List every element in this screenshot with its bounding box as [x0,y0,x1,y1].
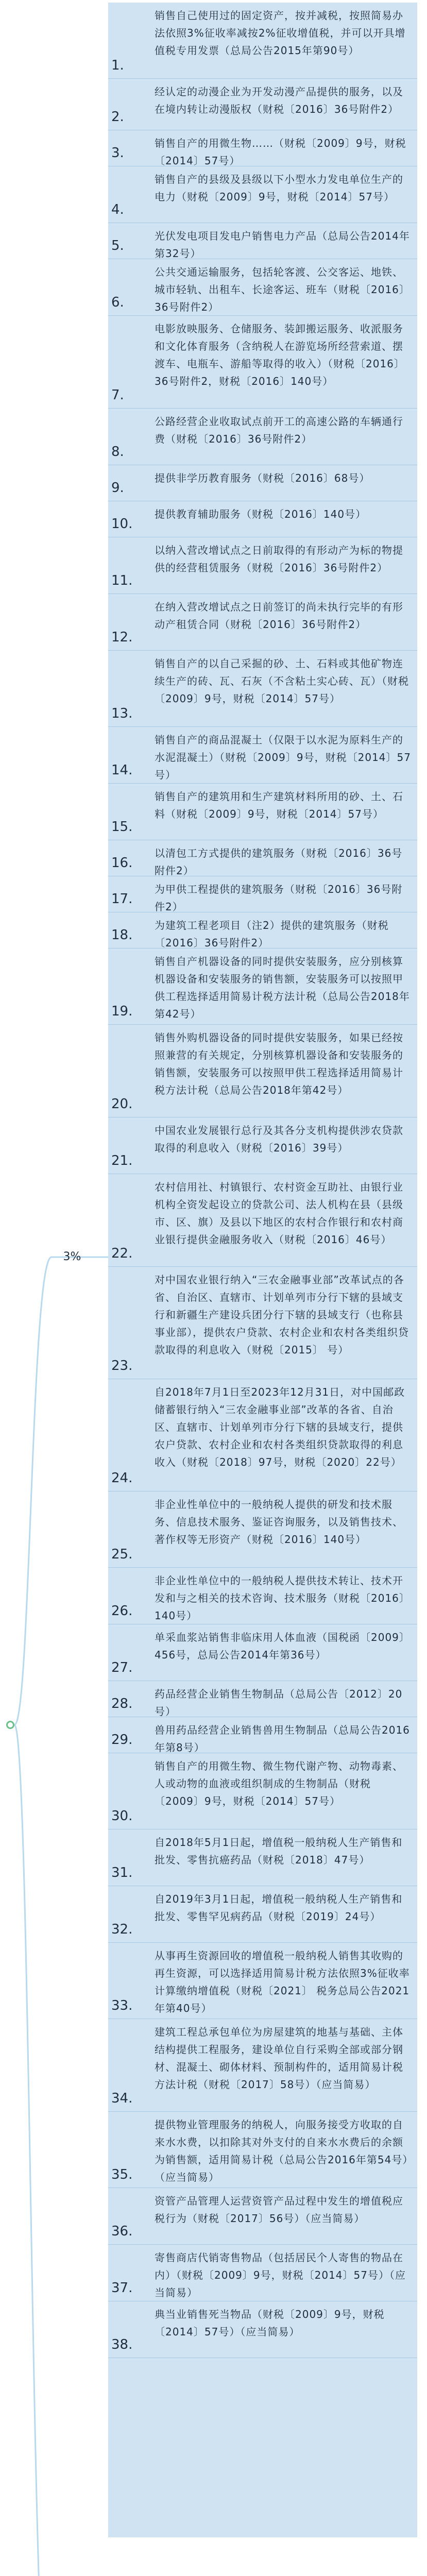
item-number: 13. [111,706,133,721]
item-text: 提供物业管理服务的纳税人，向服务接受方收取的自来水水费，以扣除其对外支付的自来水水费后的余额为销售额，适用简易计税（总局公告2016年第54号）（应当简易） [155,2119,408,2183]
item-number: 31. [111,1865,133,1880]
list-item[interactable] [108,259,417,316]
list-item[interactable] [108,130,417,166]
item-text: 资管产品管理人运营资管产品过程中发生的增值税应税行为（财税〔2017〕56号）（应当简易） [155,2195,403,2225]
item-text: 自2018年5月1日起，增值税一般纳税人生产销售和批发、零售抗癌药品（财税〔2018〕47号） [155,1836,403,1866]
item-text: 电影放映服务、仓储服务、装卸搬运服务、收派服务和文化体育服务（含纳税人在游览场所经营索道、摆渡车、电瓶车、游船等取得的收入）（财税〔2016〕36号附件2，财税〔2016〕140号） [155,323,405,387]
item-text: 为建筑工程老项目（注2）提供的建筑服务（财税〔2016〕36号附件2） [155,919,389,949]
item-text: 自2018年7月1日至2023年12月31日，对中国邮政储蓄银行纳入“三农金融事业部”改革的各省、自治区、直辖市、计划单列市分行下辖的县域支行，提供农户贷款、农村企业和农村各类组织贷款取得的利息收入（财税〔2018〕97号，财税〔2020〕22号） [155,1386,405,1468]
list-item[interactable] [108,651,417,727]
list-item[interactable] [108,79,417,130]
item-number: 25. [111,1547,133,1562]
item-number: 23. [111,1358,133,1374]
item-number: 26. [111,1603,133,1619]
item-number: 7. [111,387,124,403]
item-number: 19. [111,1004,133,1019]
item-text: 销售自己使用过的固定资产，按并减税，按照简易办法依照3%征收率减按2%征收增值税，并可以开具增值税专用发票（总局公告2015年第90号） [155,9,406,57]
list-item[interactable] [108,2019,417,2112]
item-number: 9. [111,480,124,496]
list-item[interactable] [108,3,417,79]
root-node[interactable] [6,1721,14,1729]
list-item[interactable] [108,501,417,537]
list-item[interactable] [108,1717,417,1753]
item-number: 3. [111,145,124,161]
item-number: 11. [111,573,133,588]
item-text: 销售自产的商品混凝土（仅限于以水泥为原料生产的水泥混凝土）（财税〔2009〕9号，财税〔2014〕57号） [155,734,411,781]
list-item[interactable] [108,784,417,840]
list-item[interactable] [108,1117,417,1174]
item-text: 提供教育辅助服务（财税〔2016〕140号） [155,508,367,520]
item-number: 29. [111,1732,133,1748]
item-number: 18. [111,927,133,943]
item-number: 35. [111,2167,133,2182]
list-item[interactable] [108,594,417,651]
item-text: 提供非学历教育服务（财税〔2016〕68号） [155,472,370,484]
list-item[interactable] [108,1829,417,1886]
item-number: 36. [111,2224,133,2239]
item-number: 22. [111,1246,133,1261]
branch-3pct[interactable]: 3% [63,1250,81,1263]
item-text: 销售自产机器设备的同时提供安装服务，应分别核算机器设备和安装服务的销售额，安装服务可以按照甲供工程选择适用简易计税方法计税（总局公告2018年第42号） [155,955,410,1020]
item-number: 4. [111,202,124,217]
list-item[interactable] [108,1681,417,1717]
item-text: 以纳入营改增试点之日前取得的有形动产为标的物提供的经营租赁服务（财税〔2016〕36号附件2） [155,544,403,574]
item-text: 销售自产的以自己采掘的砂、土、石料或其他矿物连续生产的砖、瓦、石灰（不含粘土实心砖、瓦）（财税〔2009〕9号，财税〔2014〕57号） [155,657,409,705]
list-item[interactable] [108,1267,417,1379]
item-text: 从事再生资源回收的增值税一般纳税人销售其收购的再生资源，可以选择适用简易计税方法依照3%征收率计算缴纳增值税（财税〔2021〕 税务总局公告2021年第40号） [155,1950,410,2014]
list-item[interactable] [108,1492,417,1568]
item-number: 17. [111,891,133,907]
item-text: 对中国农业银行纳入“三农金融事业部”改革试点的各省、自治区、直辖市、计划单列市分行下辖的县域支行和新疆生产建设兵团分行下辖的县域支行（也称县事业部），提供农户贷款、农村企业和农村各类组织贷款取得的利息收入（财税〔2015〕 号） [155,1274,409,1356]
list-item[interactable] [108,2112,417,2188]
item-text: 销售自产的县级及县级以下小型水力发电单位生产的电力（财税〔2009〕9号，财税〔2014〕57号） [155,173,403,203]
list-item[interactable] [108,223,417,259]
item-text: 自2019年3月1日起，增值税一般纳税人生产销售和批发、零售罕见病药品（财税〔2019〕24号） [155,1893,403,1923]
item-number: 8. [111,444,124,460]
list-item[interactable] [108,166,417,223]
item-text: 农村信用社、村镇银行、农村资金互助社、由银行业机构全资发起设立的贷款公司、法人机构在县（县级市、区、旗）及县以下地区的农村合作银行和农村商业银行提供金融服务收入（财税〔2016〕46号） [155,1181,403,1246]
list-item[interactable] [108,537,417,594]
item-number: 12. [111,630,133,645]
item-number: 6. [111,295,124,310]
item-number: 2. [111,109,124,125]
list-item[interactable] [108,409,417,465]
item-number: 1. [111,58,124,73]
list-item[interactable] [108,840,417,876]
item-text: 以清包工方式提供的建筑服务（财税〔2016〕36号附件2） [155,847,403,877]
item-text: 公共交通运输服务，包括轮客渡、公交客运、地铁、城市轻轨、出租车、长途客运、班车（财税〔2016〕36号附件2） [155,266,410,313]
item-text: 单采血浆站销售非临床用人体血液（国税函〔2009〕456号，总局公告2014年第36号） [155,1631,410,1661]
list-item[interactable] [108,1886,417,1943]
item-number: 28. [111,1696,133,1711]
item-number: 20. [111,1096,133,1112]
item-text: 公路经营企业收取试点前开工的高速公路的车辆通行费（财税〔2016〕36号附件2） [155,415,403,445]
item-text: 兽用药品经营企业销售兽用生物制品（总局公告2016年第8号） [155,1724,410,1754]
item-number: 33. [111,1998,133,2013]
item-number: 37. [111,2280,133,2296]
item-number: 16. [111,855,133,871]
list-item[interactable] [108,2301,417,2358]
item-text: 寄售商店代销寄售物品（包括居民个人寄售的物品在内）（财税〔2009〕9号，财税〔2014〕57号）（应当简易） [155,2251,406,2299]
list-item[interactable] [108,465,417,501]
list-item[interactable] [108,1568,417,1624]
item-text: 在纳入营改增试点之日前签订的尚未执行完毕的有形动产租赁合同（财税〔2016〕36号附件2） [155,601,403,631]
list-item[interactable] [108,1943,417,2019]
item-text: 中国农业发展银行总行及其各分支机构提供涉农贷款取得的利息收入（财税〔2016〕39号） [155,1124,403,1154]
item-number: 15. [111,819,133,835]
item-text: 经认定的动漫企业为开发动漫产品提供的服务，以及在境内转让动漫版权（财税〔2016〕36号附件2） [155,86,403,115]
list-item[interactable] [108,1624,417,1681]
item-number: 21. [111,1153,133,1168]
item-number: 14. [111,762,133,778]
list-item[interactable] [108,2245,417,2301]
item-text: 销售自产的用微生物、微生物代谢产物、动物毒素、人或动物的血液或组织制成的生物制品（财税〔2009〕9号，财税〔2014〕57号） [155,1760,403,1807]
item-number: 24. [111,1470,133,1486]
item-number: 5. [111,238,124,253]
item-text: 非企业性单位中的一般纳税人提供技术转让、技术开发和与之相关的技术咨询、技术服务（财税〔2016〕140号） [155,1574,410,1622]
item-number: 34. [111,2091,133,2106]
item-number: 30. [111,1808,133,1824]
item-text: 药品经营企业销售生物制品（总局公告〔2012〕20号） [155,1688,403,1718]
list-item[interactable] [108,1174,417,1267]
item-text: 销售自产的用微生物……（财税〔2009〕9号，财税〔2014〕57号） [155,137,406,167]
item-number: 27. [111,1660,133,1675]
item-number: 10. [111,516,133,532]
item-text: 典当业销售死当物品（财税〔2009〕9号，财税〔2014〕57号）（应当简易） [155,2308,385,2338]
list-item[interactable] [108,1379,417,1492]
item-text: 为甲供工程提供的建筑服务（财税〔2016〕36号附件2） [155,883,403,913]
list-item[interactable] [108,316,417,409]
item-text: 建筑工程总承包单位为房屋建筑的地基与基础、主体结构提供工程服务，建设单位自行采购全部或部分钢材、混凝土、砌体材料、预制构件的，适用简易计税方法计税（财税〔2017〕58号）（应当简易） [155,2026,403,2091]
list-item[interactable] [108,2188,417,2245]
item-number: 32. [111,1922,133,1937]
item-text: 光伏发电项目发电户销售电力产品（总局公告2014年第32号） [155,230,410,260]
item-number: 38. [111,2337,133,2352]
item-text: 非企业性单位中的一般纳税人提供的研发和技术服务、信息技术服务、鉴证咨询服务，以及销售技术、著作权等无形资产（财税〔2016〕140号） [155,1498,403,1546]
list-item[interactable] [108,1753,417,1829]
item-text: 销售外购机器设备的同时提供安装服务，如果已经按照兼营的有关规定，分别核算机器设备和安装服务的销售额，安装服务可以按照甲供工程选择适用简易计税方法计税（总局公告2018年第42号） [155,1031,403,1096]
list-item[interactable] [108,727,417,784]
list-item[interactable] [108,1025,417,1117]
item-text: 销售自产的建筑用和生产建筑材料所用的砂、土、石料（财税〔2009〕9号，财税〔2014〕57号） [155,790,403,820]
